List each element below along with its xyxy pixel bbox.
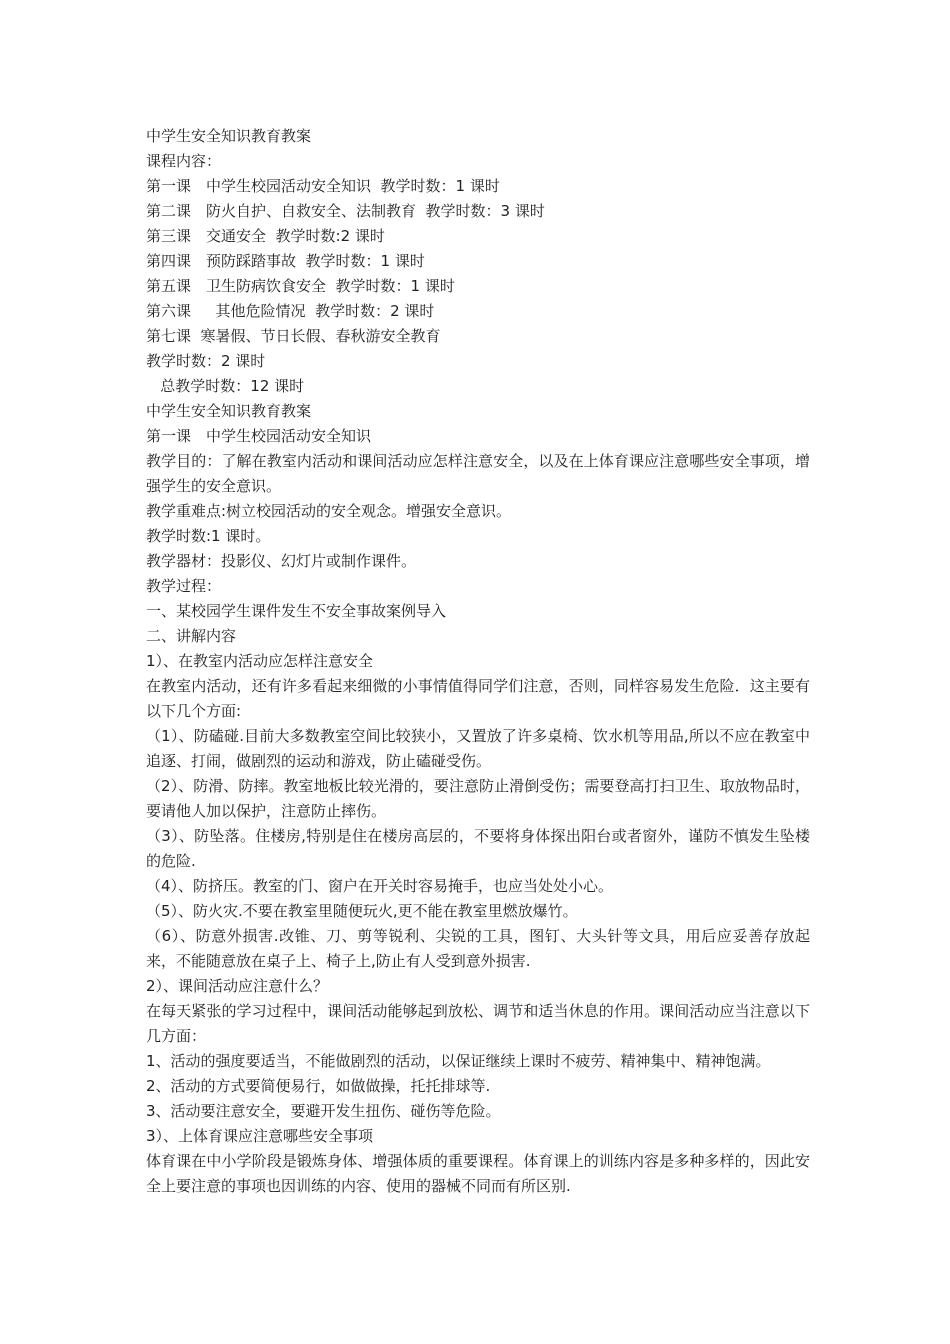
lesson-list-item: 第六课 其他危险情况 教学时数：2 课时	[146, 302, 435, 320]
list-item: （4）、防挤压。教室的门、窗户在开关时容易掩手，也应当处处小心。	[146, 877, 614, 895]
paragraph-key-points: 教学重难点:树立校园活动的安全观念。增强安全意识。	[146, 502, 512, 520]
subheading-break: 2）、课间活动应注意什么？	[146, 977, 329, 995]
list-item: （6）、防意外损害.改锥、刀、剪等锐利、尖锐的工具，图钉、大头针等文具，用后应妥善存放起来，不能随意放在桌子上、椅子上,防止有人受到意外损害.	[146, 927, 810, 970]
paragraph-classroom-intro: 在教室内活动，还有许多看起来细微的小事情值得同学们注意，否则，同样容易发生危险．这主要有以下几个方面:	[146, 677, 810, 720]
paragraph-step-2: 二、讲解内容	[146, 627, 237, 645]
subheading-classroom: 1）、在教室内活动应怎样注意安全	[146, 652, 374, 670]
doc-title: 中学生安全知识教育教案	[146, 127, 312, 145]
subheading-pe: 3）、上体育课应注意哪些安全事项	[146, 1127, 374, 1145]
lesson-list-item: 第四课 预防踩踏事故 教学时数：1 课时	[146, 252, 425, 270]
list-item: （5）、防火灾.不要在教室里随便玩火,更不能在教室里燃放爆竹。	[146, 902, 578, 920]
list-item: （1）、防磕碰.目前大多数教室空间比较狭小，又置放了许多桌椅、饮水机等用品,所以不应在教室中追逐、打闹，做剧烈的运动和游戏，防止磕碰受伤。	[146, 727, 810, 770]
lesson-hours: 教学时数：2 课时	[146, 352, 266, 370]
paragraph-process: 教学过程：	[146, 577, 222, 595]
list-item: （2）、防滑、防摔。教室地板比较光滑的，要注意防止滑倒受伤；需要登高打扫卫生、取放物品时，要请他人加以保护，注意防止摔伤。	[146, 777, 810, 820]
lesson-title: 第一课 中学生校园活动安全知识	[146, 427, 372, 445]
lesson-list-item: 第一课 中学生校园活动安全知识 教学时数：1 课时	[146, 177, 500, 195]
paragraph-equipment: 教学器材：投影仪、幻灯片或制作课件。	[146, 552, 417, 570]
list-item: 2、活动的方式要简便易行，如做做操，托托排球等.	[146, 1077, 491, 1095]
list-item: 1、活动的强度要适当，不能做剧烈的活动，以保证继续上课时不疲劳、精神集中、精神饱满。	[146, 1052, 771, 1070]
list-item: （3）、防坠落。住楼房,特别是住在楼房高层的，不要将身体探出阳台或者窗外，谨防不慎发生坠楼的危险.	[146, 827, 810, 870]
paragraph-objective: 教学目的：了解在教室内活动和课间活动应怎样注意安全，以及在上体育课应注意哪些安全事项，增强学生的安全意识。	[146, 452, 810, 495]
paragraph-step-1: 一、某校园学生课件发生不安全事故案例导入	[146, 602, 447, 620]
document-page	[146, 124, 810, 1199]
paragraph-pe-intro: 体育课在中小学阶段是锻炼身体、增强体质的重要课程。体育课上的训练内容是多种多样的，因此安全上要注意的事项也因训练的内容、使用的器械不同而有所区别.	[146, 1152, 810, 1195]
lesson-list-item: 第七课 寒暑假、节日长假、春秋游安全教育	[146, 327, 441, 345]
paragraph-hours: 教学时数:1 课时。	[146, 527, 271, 545]
total-hours: 总教学时数：12 课时	[146, 377, 305, 395]
lesson-list-item: 第五课 卫生防病饮食安全 教学时数：1 课时	[146, 277, 455, 295]
lesson-list-item: 第三课 交通安全 教学时数:2 课时	[146, 227, 385, 245]
list-item: 3、活动要注意安全，要避开发生扭伤、碰伤等危险。	[146, 1102, 501, 1120]
paragraph-break-intro: 在每天紧张的学习过程中，课间活动能够起到放松、调节和适当休息的作用。课间活动应当注意以下几方面：	[146, 1002, 810, 1045]
section-title: 中学生安全知识教育教案	[146, 402, 312, 420]
lesson-list-item: 第二课 防火自护、自救安全、法制教育 教学时数：3 课时	[146, 202, 545, 220]
course-content-heading: 课程内容：	[146, 152, 222, 170]
